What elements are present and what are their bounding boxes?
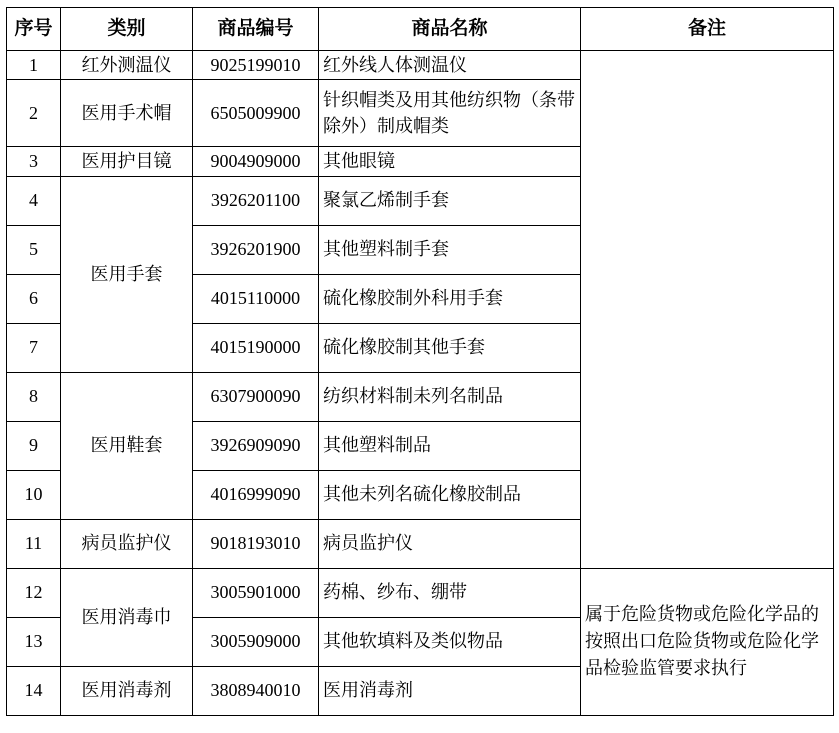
table-header-row [7, 8, 834, 51]
cell-code: 3005901000 [193, 568, 319, 617]
cell-code: 9004909000 [193, 147, 319, 176]
cell-name: 药棉、纱布、绷带 [319, 568, 581, 617]
cell-name: 纺织材料制未列名制品 [319, 372, 581, 421]
cell-name: 医用消毒剂 [319, 666, 581, 715]
column-header-name: 商品名称 [319, 8, 581, 51]
cell-category: 病员监护仪 [61, 519, 193, 568]
cell-category: 医用手术帽 [61, 80, 193, 147]
cell-code: 6307900090 [193, 372, 319, 421]
cell-seq: 13 [7, 617, 61, 666]
cell-name: 硫化橡胶制外科用手套 [319, 274, 581, 323]
column-header-remark: 备注 [581, 8, 834, 51]
table-row [7, 568, 834, 617]
cell-seq: 2 [7, 80, 61, 147]
cell-name: 针织帽类及用其他纺织物（条带除外）制成帽类 [319, 80, 581, 147]
cell-seq: 9 [7, 421, 61, 470]
cell-code: 4015190000 [193, 323, 319, 372]
cell-name: 其他未列名硫化橡胶制品 [319, 470, 581, 519]
cell-seq: 7 [7, 323, 61, 372]
goods-table [6, 7, 834, 716]
cell-name: 其他眼镜 [319, 147, 581, 176]
cell-seq: 5 [7, 225, 61, 274]
cell-name: 其他塑料制品 [319, 421, 581, 470]
cell-code: 4015110000 [193, 274, 319, 323]
cell-category: 医用护目镜 [61, 147, 193, 176]
cell-code: 9018193010 [193, 519, 319, 568]
cell-name: 其他塑料制手套 [319, 225, 581, 274]
cell-category: 医用消毒巾 [61, 568, 193, 666]
cell-name: 其他软填料及类似物品 [319, 617, 581, 666]
cell-category: 医用手套 [61, 176, 193, 372]
cell-category: 医用消毒剂 [61, 666, 193, 715]
cell-code: 3808940010 [193, 666, 319, 715]
cell-category: 红外测温仪 [61, 51, 193, 80]
cell-code: 3926201900 [193, 225, 319, 274]
table-row [7, 51, 834, 80]
cell-seq: 8 [7, 372, 61, 421]
cell-seq: 1 [7, 51, 61, 80]
cell-code: 4016999090 [193, 470, 319, 519]
cell-seq: 3 [7, 147, 61, 176]
column-header-seq: 序号 [7, 8, 61, 51]
cell-name: 聚氯乙烯制手套 [319, 176, 581, 225]
cell-code: 3926201100 [193, 176, 319, 225]
cell-category: 医用鞋套 [61, 372, 193, 519]
cell-seq: 6 [7, 274, 61, 323]
cell-seq: 12 [7, 568, 61, 617]
cell-code: 9025199010 [193, 51, 319, 80]
cell-name: 病员监护仪 [319, 519, 581, 568]
cell-seq: 4 [7, 176, 61, 225]
cell-code: 3005909000 [193, 617, 319, 666]
cell-seq: 14 [7, 666, 61, 715]
column-header-category: 类别 [61, 8, 193, 51]
column-header-code: 商品编号 [193, 8, 319, 51]
cell-seq: 11 [7, 519, 61, 568]
cell-remark: 属于危险货物或危险化学品的按照出口危险货物或危险化学品检验监管要求执行 [581, 568, 834, 715]
cell-name: 硫化橡胶制其他手套 [319, 323, 581, 372]
cell-code: 6505009900 [193, 80, 319, 147]
cell-remark-empty [581, 51, 834, 569]
cell-code: 3926909090 [193, 421, 319, 470]
cell-name: 红外线人体测温仪 [319, 51, 581, 80]
cell-seq: 10 [7, 470, 61, 519]
